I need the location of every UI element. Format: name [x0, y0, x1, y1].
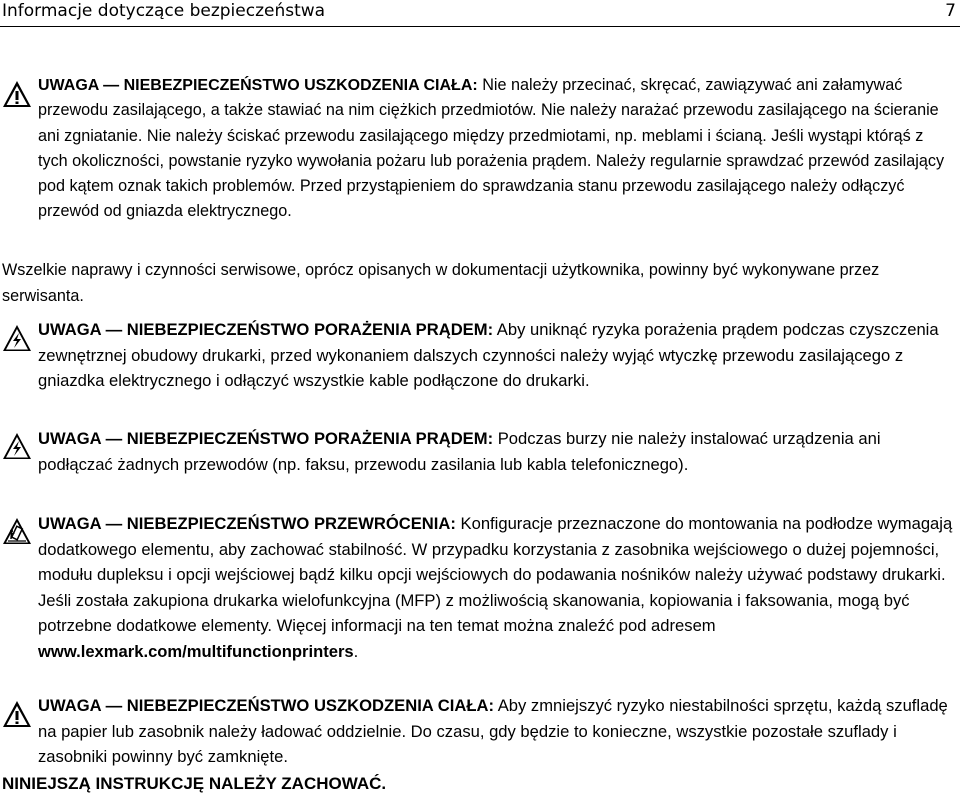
section-title: Informacje dotyczące bezpieczeństwa: [2, 1, 326, 21]
warning-triangle-icon: [2, 700, 32, 728]
keep-instructions-note: NINIEJSZĄ INSTRUKCJĘ NALEŻY ZACHOWAĆ.: [2, 774, 387, 793]
tip-over-icon: [2, 517, 32, 545]
warning-tip-over: [38, 511, 956, 665]
warning-text: Podczas burzy nie należy instalować urządzenia ani podłączać żadnych przewodów (np. faksu, przewodu zasilania lub kabla telefonicznego).: [38, 429, 881, 474]
warning-injury-trays: [38, 693, 956, 770]
warning-injury-cord: [38, 73, 956, 225]
warning-triangle-icon: [2, 80, 32, 108]
warning-shock-storm: [38, 426, 956, 477]
warning-label: UWAGA — NIEBEZPIECZEŃSTWO PRZEWRÓCENIA:: [38, 514, 456, 533]
electric-shock-icon: [2, 432, 32, 460]
warning-text: Aby zmniejszyć ryzyko niestabilności sprzętu, każdą szufladę na papier lub zasobnik należy ładować oddzielnie. Do czasu, gdy będzie to konieczne, wszystkie pozostałe szuflady i zasobniki powinny być zamknięte.: [38, 696, 948, 767]
lexmark-url-link[interactable]: www.lexmark.com/multifunctionprinters: [38, 641, 354, 661]
warning-text: Konfiguracje przeznaczone do montowania na podłodze wymagają dodatkowego elementu, aby zachować stabilność. W przypadku korzystania z zasobnika wejściowego o dużej pojemności, modułu dupleksu i opcji wejściowej bądź kilku opcji wejściowych do podawania nośników należy używać podstawy drukarki. Jeśli została zakupiona drukarka wielofunkcyjna (MFP) z możliwością skanowania, kopiowania i faksowania, mogą być potrzebne dodatkowe elementy. Więcej informacji na ten temat można znaleźć pod adresem: [38, 514, 953, 636]
electric-shock-icon: [2, 324, 32, 352]
warning-label: UWAGA — NIEBEZPIECZEŃSTWO USZKODZENIA CIAŁA:: [38, 696, 495, 715]
warning-label: UWAGA — NIEBEZPIECZEŃSTWO PORAŻENIA PRĄDEM:: [38, 320, 494, 339]
warning-text: Aby uniknąć ryzyka porażenia prądem podczas czyszczenia zewnętrznej obudowy drukarki, przed wykonaniem dalszych czynności należy wyjąć wtyczkę przewodu zasilającego z gniazdka elektrycznego i odłączyć wszystkie kable podłączone do drukarki.: [38, 320, 939, 391]
warning-text: Nie należy przecinać, skręcać, zawiązywać ani załamywać przewodu zasilającego, a także stawiać na nim ciężkich przedmiotów. Nie należy narażać przewodu zasilającego na ścieranie ani zgniatanie. Nie należy ściskać przewodu zasilającego między przedmiotami, np. meblami i ścianą. Jeśli wystąpi którąś z tych okoliczności, powstanie ryzyko wywołania pożaru lub porażenia prądem. Należy regularnie sprawdzać przewód zasilający pod kątem oznak takich problemów. Przed przystąpieniem do sprawdzania stanu przewodu zasilającego należy odłączyć przewód od gniazda elektrycznego.: [38, 76, 945, 221]
warning-label: UWAGA — NIEBEZPIECZEŃSTWO PORAŻENIA PRĄDEM:: [38, 429, 494, 448]
service-note: Wszelkie naprawy i czynności serwisowe, oprócz opisanych w dokumentacji użytkownika, powinny być wykonywane przez serwisanta.: [2, 261, 880, 305]
warning-shock-cleaning: [38, 317, 956, 394]
page-number: 7: [945, 1, 956, 21]
warning-text-end: .: [353, 641, 359, 661]
warning-label: UWAGA — NIEBEZPIECZEŃSTWO USZKODZENIA CIAŁA:: [38, 77, 478, 94]
page-header: [0, 0, 960, 27]
